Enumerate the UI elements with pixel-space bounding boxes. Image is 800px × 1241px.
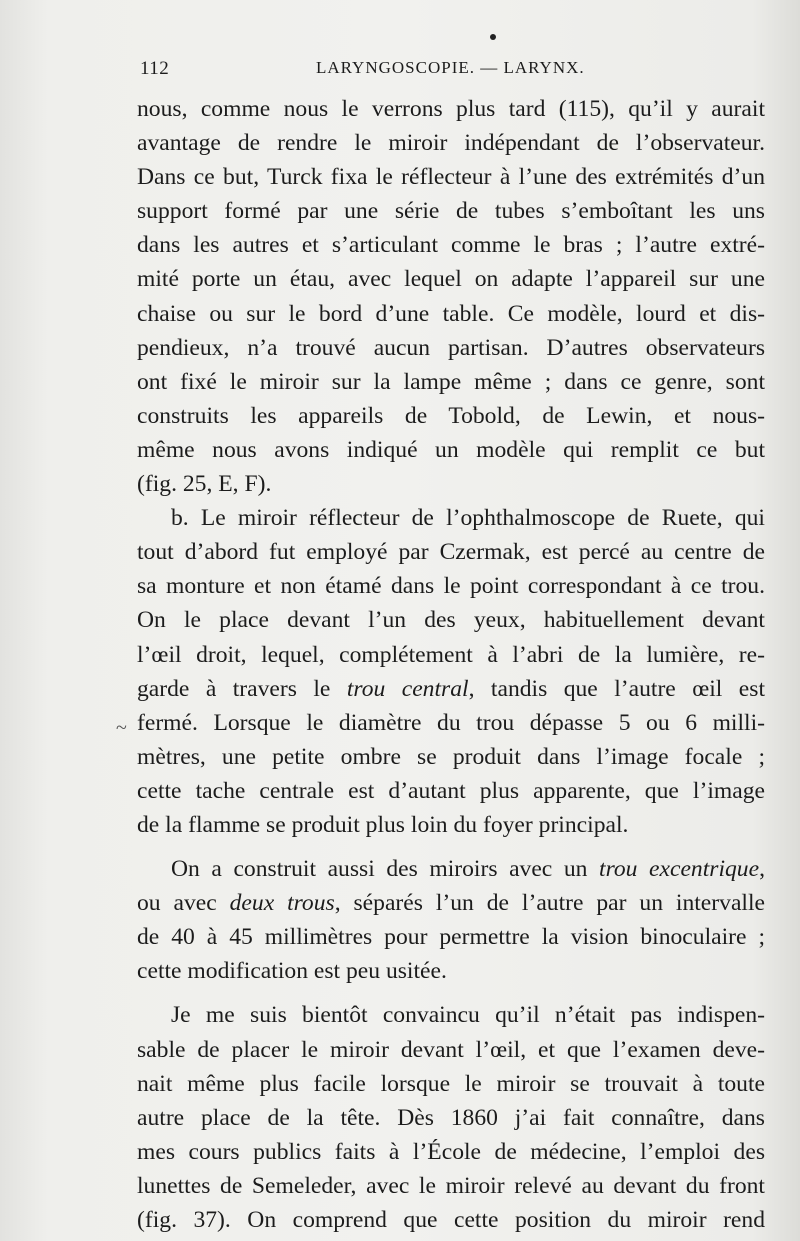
ink-dot <box>490 34 496 40</box>
text-line: avantage de rendre le miroir indépendant de l’observateur. <box>137 130 765 157</box>
text-line: cette tache centrale est d’autant plus apparente, que l’image <box>137 777 765 804</box>
text-line: (fig. 37). On comprend que cette position du miroir rend <box>137 1207 765 1233</box>
italic-text: trou excentrique <box>599 856 760 883</box>
text-line: chaise ou sur le bord d’une table. Ce modèle, lourd et dis- <box>137 300 765 327</box>
text-segment: garde à travers le <box>137 675 347 702</box>
text-segment: On a construit aussi des miroirs avec un <box>171 856 600 883</box>
text-segment: , tandis que l’autre œil est <box>468 675 766 702</box>
text-line: sable de placer le miroir devant l’œil, et que l’examen deve- <box>137 1036 765 1063</box>
page-number: 112 <box>140 58 170 79</box>
text-line: On le place devant l’un des yeux, habituellement devant <box>137 607 765 634</box>
text-line: support formé par une série de tubes s’emboîtant les uns <box>137 198 765 225</box>
text-line: pendieux, n’a trouvé aucun partisan. D’autres observateurs <box>137 334 765 361</box>
text-line: mètres, une petite ombre se produit dans l’image focale ; <box>137 743 765 770</box>
text-line: dans les autres et s’articulant comme le bras ; l’autre extré- <box>137 232 765 259</box>
text-line <box>137 886 765 920</box>
text-line: (fig. 25, E, F). <box>137 471 272 498</box>
text-line: Dans ce but, Turck fixa le réflecteur à l’une des extrémités d’un <box>137 164 765 191</box>
margin-mark: ~ <box>116 717 127 739</box>
text-line: de 40 à 45 millimètres pour permettre la vision binoculaire ; <box>137 924 765 951</box>
text-segment: , séparés l’un de l’autre par un intervalle <box>334 890 765 917</box>
text-line: mes cours publics faits à l’École de médecine, l’emploi des <box>137 1138 765 1165</box>
text-line: mité porte un étau, avec lequel on adapte l’appareil sur une <box>137 266 765 293</box>
text-line: cette modification est peu usitée. <box>137 958 447 985</box>
text-line: construits les appareils de Tobold, de Lewin, et nous- <box>137 402 765 429</box>
text-line: b. Le miroir réflecteur de l’ophthalmoscope de Ruete, qui <box>171 505 765 532</box>
text-line: de la flamme se produit plus loin du foyer principal. <box>137 811 629 838</box>
text-line: tout d’abord fut employé par Czermak, est percé au centre de <box>137 539 765 566</box>
italic-text: trou central <box>346 675 469 702</box>
italic-text: deux trous <box>229 890 335 917</box>
body-text <box>137 92 765 1237</box>
text-line: lunettes de Semeleder, avec le miroir relevé au devant du front <box>137 1172 765 1199</box>
text-line: nait même plus facile lorsque le miroir se trouvait à toute <box>137 1070 765 1097</box>
text-line <box>137 672 765 706</box>
text-line: fermé. Lorsque le diamètre du trou dépasse 5 ou 6 milli- <box>137 709 765 736</box>
running-title: LARYNGOSCOPIE. — LARYNX. <box>316 58 585 77</box>
text-line <box>137 852 765 886</box>
text-line: nous, comme nous le verrons plus tard (115), qu’il y aurait <box>137 96 765 122</box>
text-line: Je me suis bientôt convaincu qu’il n’était pas indispen- <box>171 1002 765 1029</box>
text-line: ont fixé le miroir sur la lampe même ; dans ce genre, sont <box>137 368 765 395</box>
text-line: l’œil droit, lequel, complétement à l’abri de la lumière, re- <box>137 641 765 668</box>
text-segment: , <box>759 856 765 883</box>
text-line: autre place de la tête. Dès 1860 j’ai fait connaître, dans <box>137 1104 765 1131</box>
text-segment: ou avec <box>137 890 230 917</box>
page-header <box>140 58 760 84</box>
text-line: sa monture et non étamé dans le point correspondant à ce trou. <box>137 573 765 600</box>
text-line: même nous avons indiqué un modèle qui remplit ce but <box>137 436 765 463</box>
